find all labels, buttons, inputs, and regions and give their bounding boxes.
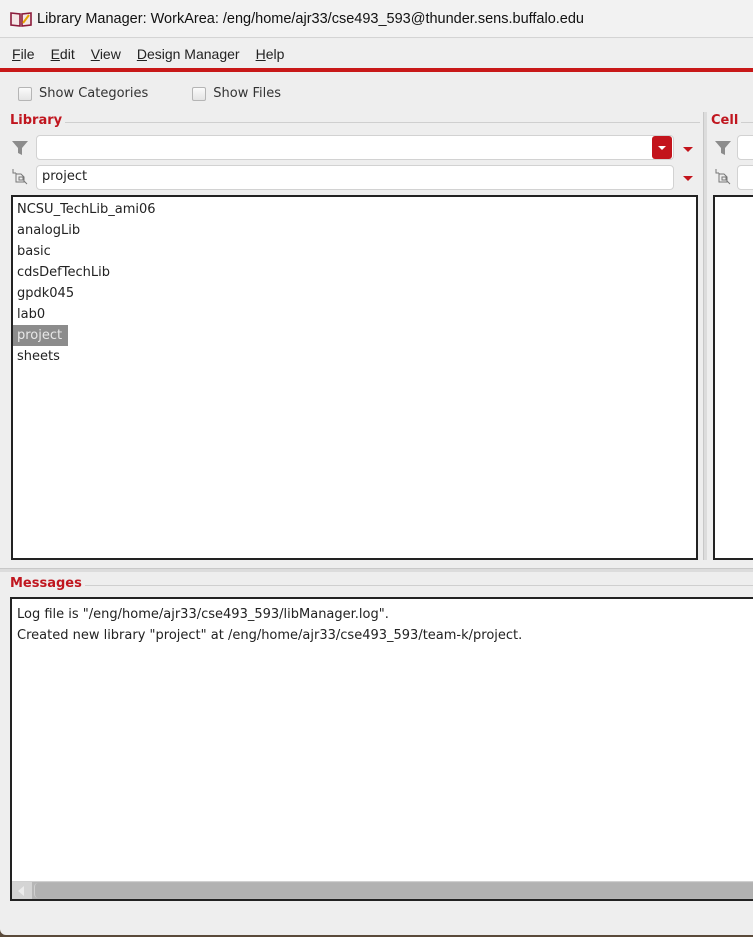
menu-file[interactable] [12, 46, 35, 62]
library-list[interactable] [11, 195, 698, 560]
cell-list[interactable] [713, 195, 753, 560]
menu-bar [0, 39, 753, 69]
library-item[interactable]: basic [17, 244, 51, 259]
cell-group-label: Cell [711, 113, 741, 128]
library-filter-dropdown-button[interactable] [652, 136, 672, 159]
library-name-combo[interactable] [36, 165, 674, 190]
menu-label: ile [20, 46, 35, 62]
checkbox-label: Show Files [213, 86, 282, 101]
messages-horizontal-scrollbar[interactable] [12, 881, 753, 899]
accent-divider [0, 68, 753, 72]
title-bar [0, 0, 753, 38]
library-group-label: Library [10, 113, 65, 128]
library-name-value: project [42, 169, 88, 184]
cell-browser-icon [714, 168, 732, 186]
library-item[interactable]: analogLib [17, 223, 81, 238]
library-item[interactable]: NCSU_TechLib_ami06 [17, 202, 156, 217]
message-line: Created new library "project" at /eng/home/ajr33/cse493_593/team-k/project. [17, 628, 523, 643]
window-title: Library Manager: WorkArea: /eng/home/ajr33/cse493_593@thunder.sens.buffalo.edu [37, 10, 584, 27]
menu-design-manager[interactable] [137, 46, 240, 62]
messages-group-label: Messages [10, 576, 85, 591]
menu-mnemonic: E [50, 46, 60, 62]
menu-mnemonic: V [90, 46, 100, 62]
filter-icon [11, 139, 29, 157]
cell-filter-icon [714, 139, 732, 157]
show-categories-checkbox[interactable] [18, 86, 148, 101]
cell-name-combo[interactable] [737, 165, 753, 190]
cell-filter-combo[interactable] [737, 135, 753, 160]
library-item[interactable]: lab0 [17, 307, 46, 322]
message-line: Log file is "/eng/home/ajr33/cse493_593/libManager.log". [17, 607, 389, 622]
library-item[interactable]: gpdk045 [17, 286, 75, 301]
library-browser-icon [11, 168, 29, 186]
library-item[interactable]: cdsDefTechLib [17, 265, 110, 280]
checkbox-label: Show Categories [39, 86, 149, 101]
menu-view[interactable] [91, 46, 121, 62]
library-filter-combo[interactable] [36, 135, 674, 160]
vertical-splitter[interactable] [703, 112, 707, 560]
scroll-left-button[interactable] [12, 882, 32, 899]
library-book-icon [10, 11, 32, 27]
menu-edit[interactable] [51, 46, 75, 62]
library-filter-menu-arrow[interactable] [683, 147, 693, 152]
messages-group-line [10, 585, 753, 586]
checkbox-box[interactable] [18, 87, 32, 101]
checkbox-box[interactable] [192, 87, 206, 101]
library-item-selected[interactable]: project [13, 325, 68, 346]
menu-label: elp [265, 46, 285, 62]
library-group-line [10, 122, 700, 123]
menu-label: iew [99, 46, 121, 62]
view-options [18, 86, 325, 101]
menu-mnemonic: D [136, 46, 147, 62]
scrollbar-thumb[interactable] [34, 883, 753, 898]
menu-label: dit [59, 46, 75, 62]
menu-label: esign Manager [146, 46, 240, 62]
menu-help[interactable] [256, 46, 285, 62]
messages-log[interactable] [10, 597, 753, 901]
menu-mnemonic: H [255, 46, 266, 62]
library-name-menu-arrow[interactable] [683, 176, 693, 181]
show-files-checkbox[interactable] [192, 86, 281, 101]
library-item[interactable]: sheets [17, 349, 60, 364]
horizontal-splitter[interactable] [0, 568, 753, 572]
menu-mnemonic: F [12, 46, 21, 62]
